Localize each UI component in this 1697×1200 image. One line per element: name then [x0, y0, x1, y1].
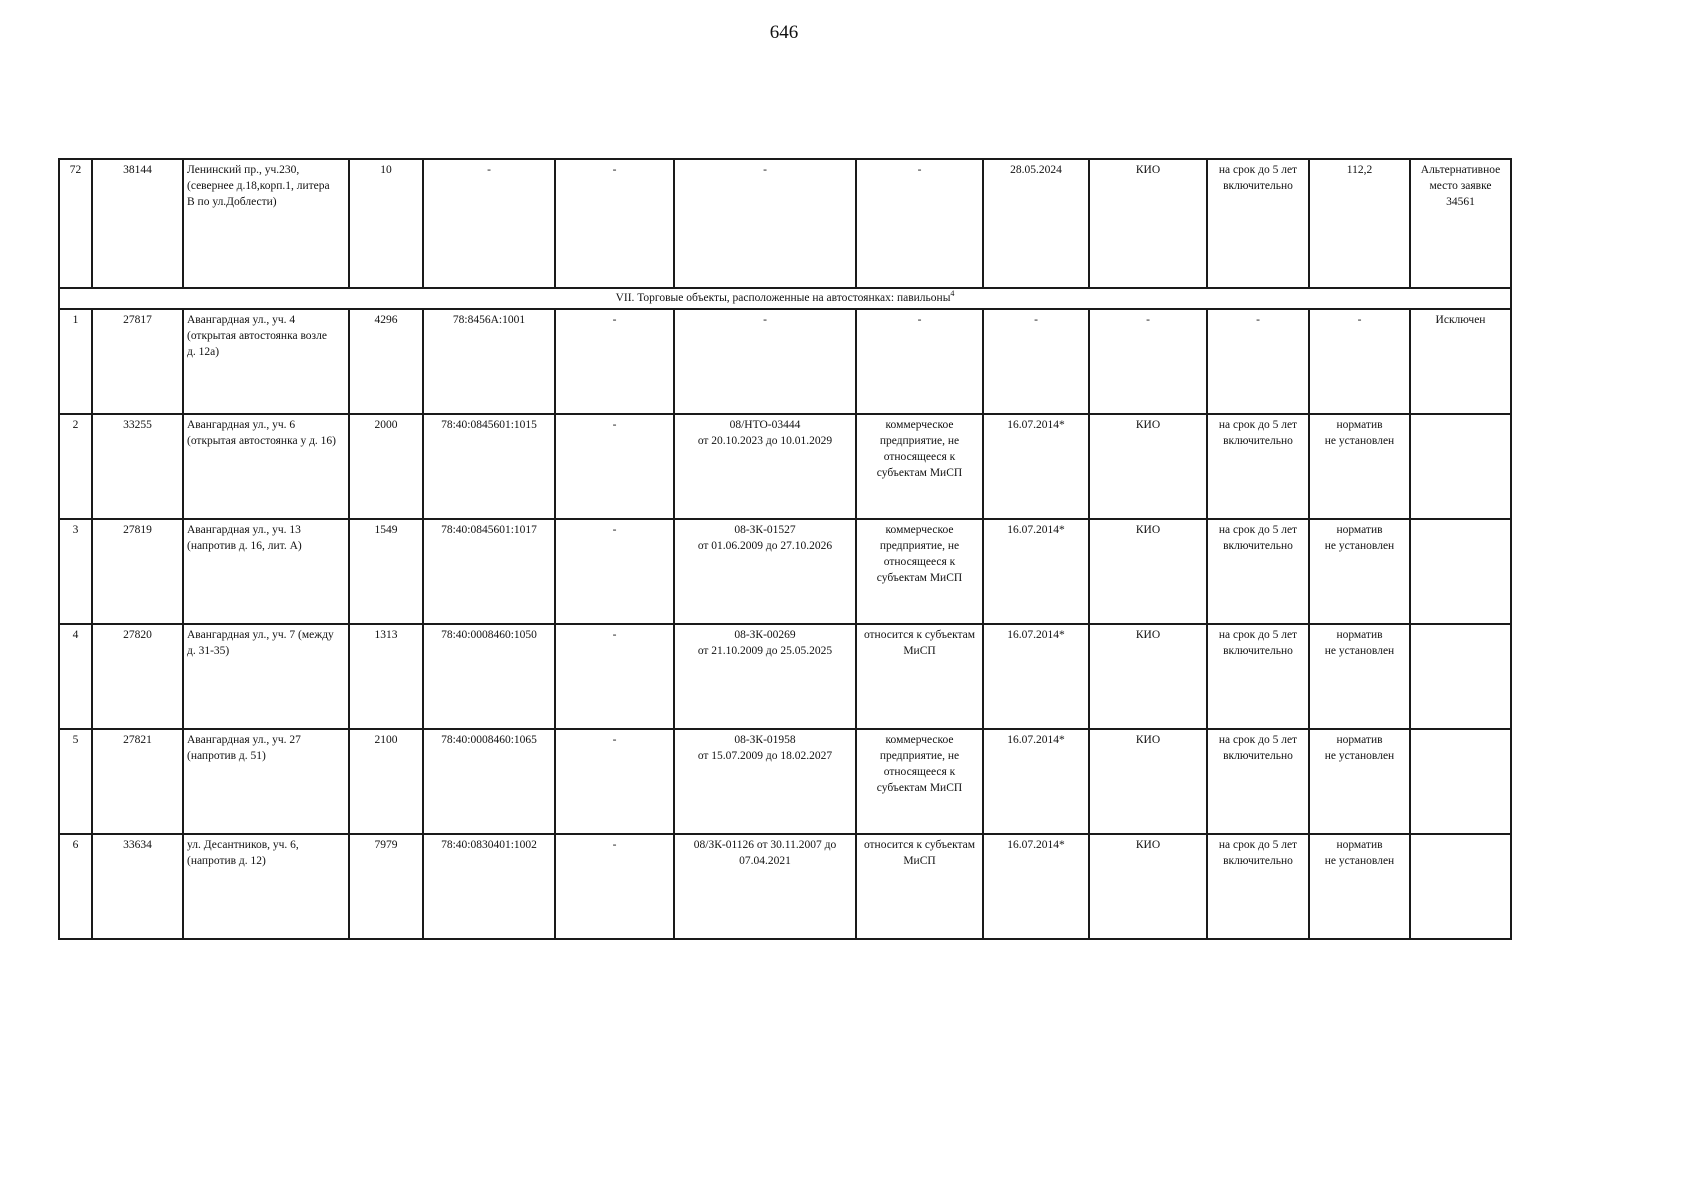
cell-text-line: 112,2 [1346, 164, 1373, 176]
column-6-cell: - [555, 834, 674, 939]
organization-cell: КИО [1089, 414, 1207, 519]
registry-table [58, 158, 1512, 940]
cell-text-line: 08-ЗК-00269 [734, 629, 796, 641]
note-cell [1410, 414, 1511, 519]
contract-cell [674, 309, 856, 414]
cell-text-line: МиСП [903, 645, 936, 657]
cell-text-line: Авангардная ул., уч. 6 [187, 419, 296, 431]
row-number-cell: 6 [59, 834, 92, 939]
section-title-cell [59, 288, 1511, 309]
cell-text-line: (севернее д.18,корп.1, литера [187, 180, 330, 192]
cell-text-line: от 01.06.2009 до 27.10.2026 [697, 540, 833, 552]
cell-text-line: Авангардная ул., уч. 4 [187, 314, 296, 326]
subject-category-cell [856, 624, 983, 729]
table-row [59, 834, 1511, 939]
cell-text-line: 34561 [1446, 196, 1475, 208]
cell-text-line: (открытая автостоянка возле [187, 330, 327, 342]
row-number-cell: 1 [59, 309, 92, 414]
table-row [59, 624, 1511, 729]
cell-text-line: на срок до 5 лет [1218, 524, 1298, 536]
area-cell: 2100 [349, 729, 423, 834]
organization-cell: КИО [1089, 159, 1207, 288]
cell-text-line: Авангардная ул., уч. 13 [187, 524, 301, 536]
organization-cell: КИО [1089, 729, 1207, 834]
cell-text-line: не установлен [1324, 750, 1395, 762]
cell-text-line: В по ул.Доблести) [187, 196, 277, 208]
cell-text-line: от 21.10.2009 до 25.05.2025 [697, 645, 833, 657]
organization-cell: КИО [1089, 519, 1207, 624]
norm-cell [1309, 834, 1410, 939]
cell-text-line: Исключен [1435, 314, 1486, 326]
cell-text-line: от 20.10.2023 до 10.01.2029 [697, 435, 833, 447]
cell-text-line: - [917, 164, 922, 176]
norm-cell [1309, 309, 1410, 414]
cell-text-line: включительно [1223, 180, 1293, 192]
cell-text-line: субъектам МиСП [876, 467, 963, 479]
cell-text-line: относится к субъектам [863, 629, 976, 641]
row-number-cell: 5 [59, 729, 92, 834]
subject-category-cell [856, 159, 983, 288]
norm-cell [1309, 729, 1410, 834]
norm-cell [1309, 519, 1410, 624]
column-6-cell: - [555, 309, 674, 414]
object-id-cell: 27817 [92, 309, 183, 414]
page-number: 646 [769, 22, 799, 43]
cell-text-line: включительно [1223, 645, 1293, 657]
table-row [59, 729, 1511, 834]
note-cell [1410, 159, 1511, 288]
date-cell: 16.07.2014* [983, 729, 1089, 834]
cell-text-line: предприятие, не [879, 540, 960, 552]
column-6-cell: - [555, 729, 674, 834]
cadastral-number-cell: 78:40:0845601:1015 [423, 414, 555, 519]
subject-category-cell [856, 309, 983, 414]
cell-text-line: 08/ЗК-01126 от 30.11.2007 до [693, 839, 837, 851]
cell-text-line: не установлен [1324, 855, 1395, 867]
cell-text-line: субъектам МиСП [876, 572, 963, 584]
term-cell [1207, 834, 1309, 939]
cell-text-line: (напротив д. 12) [187, 855, 266, 867]
term-cell [1207, 729, 1309, 834]
row-number-cell: 3 [59, 519, 92, 624]
organization-cell: КИО [1089, 834, 1207, 939]
date-cell: - [983, 309, 1089, 414]
table-row [59, 309, 1511, 414]
date-cell: 16.07.2014* [983, 624, 1089, 729]
cell-text-line: на срок до 5 лет [1218, 734, 1298, 746]
contract-cell [674, 729, 856, 834]
cell-text-line: на срок до 5 лет [1218, 839, 1298, 851]
table-row [59, 414, 1511, 519]
subject-category-cell [856, 729, 983, 834]
organization-cell: КИО [1089, 624, 1207, 729]
object-id-cell: 33255 [92, 414, 183, 519]
term-cell [1207, 519, 1309, 624]
row-number-cell: 2 [59, 414, 92, 519]
cell-text-line: норматив [1336, 419, 1383, 431]
cell-text-line: относится к субъектам [863, 839, 976, 851]
cell-text-line: субъектам МиСП [876, 782, 963, 794]
cell-text-line: - [763, 314, 767, 326]
area-cell: 1549 [349, 519, 423, 624]
cell-text-line: коммерческое [885, 734, 954, 746]
object-id-cell: 33634 [92, 834, 183, 939]
date-cell: 16.07.2014* [983, 519, 1089, 624]
contract-cell [674, 519, 856, 624]
column-6-cell: - [555, 414, 674, 519]
contract-cell [674, 834, 856, 939]
row-number-cell: 72 [59, 159, 92, 288]
address-cell [183, 519, 349, 624]
area-cell: 2000 [349, 414, 423, 519]
cell-text-line: не установлен [1324, 435, 1395, 447]
cadastral-number-cell: 78:40:0008460:1050 [423, 624, 555, 729]
area-cell: 1313 [349, 624, 423, 729]
cadastral-number-cell: 78:8456А:1001 [423, 309, 555, 414]
cell-text-line: предприятие, не [879, 750, 960, 762]
cell-text-line: норматив [1336, 734, 1383, 746]
cell-text-line: д. 31-35) [187, 645, 230, 657]
cell-text-line: включительно [1223, 540, 1293, 552]
note-cell [1410, 834, 1511, 939]
cell-text-line: предприятие, не [879, 435, 960, 447]
date-cell: 16.07.2014* [983, 414, 1089, 519]
term-cell [1207, 309, 1309, 414]
cadastral-number-cell: 78:40:0830401:1002 [423, 834, 555, 939]
contract-cell [674, 624, 856, 729]
date-cell: 16.07.2014* [983, 834, 1089, 939]
table-row [59, 519, 1511, 624]
section-title: VII. Торговые объекты, расположенные на автостоянках: павильоны [615, 292, 951, 304]
area-cell: 7979 [349, 834, 423, 939]
norm-cell [1309, 159, 1410, 288]
term-cell [1207, 159, 1309, 288]
cell-text-line: норматив [1336, 839, 1383, 851]
cell-text-line: от 15.07.2009 до 18.02.2027 [697, 750, 833, 762]
cadastral-number-cell: - [423, 159, 555, 288]
date-cell: 28.05.2024 [983, 159, 1089, 288]
cell-text-line: Авангардная ул., уч. 7 (между [187, 629, 334, 641]
term-cell [1207, 624, 1309, 729]
note-cell [1410, 729, 1511, 834]
cell-text-line: на срок до 5 лет [1218, 629, 1298, 641]
cell-text-line: - [917, 314, 922, 326]
norm-cell [1309, 624, 1410, 729]
norm-cell [1309, 414, 1410, 519]
object-id-cell: 27821 [92, 729, 183, 834]
cell-text-line: ул. Десантников, уч. 6, [187, 839, 299, 851]
cell-text-line: норматив [1336, 524, 1383, 536]
cell-text-line: не установлен [1324, 540, 1395, 552]
cell-text-line: относящееся к [883, 451, 956, 463]
cell-text-line: относящееся к [883, 766, 956, 778]
cell-text-line: 08/НТО-03444 [729, 419, 801, 431]
cell-text-line: - [763, 164, 767, 176]
column-6-cell: - [555, 519, 674, 624]
cell-text-line: не установлен [1324, 645, 1395, 657]
cell-text-line: на срок до 5 лет [1218, 164, 1298, 176]
cell-text-line: 07.04.2021 [739, 855, 791, 867]
cell-text-line: коммерческое [885, 524, 954, 536]
note-cell [1410, 309, 1511, 414]
object-id-cell: 38144 [92, 159, 183, 288]
subject-category-cell [856, 834, 983, 939]
cadastral-number-cell: 78:40:0845601:1017 [423, 519, 555, 624]
row-number-cell: 4 [59, 624, 92, 729]
term-cell [1207, 414, 1309, 519]
cell-text-line: Ленинский пр., уч.230, [187, 164, 300, 176]
address-cell [183, 624, 349, 729]
cell-text-line: д. 12а) [187, 346, 220, 358]
section-header-row [59, 288, 1511, 309]
cell-text-line: на срок до 5 лет [1218, 419, 1298, 431]
cell-text-line: относящееся к [883, 556, 956, 568]
cell-text-line: Авангардная ул., уч. 27 [187, 734, 301, 746]
cell-text-line: Альтернативное [1420, 164, 1501, 176]
subject-category-cell [856, 519, 983, 624]
contract-cell [674, 159, 856, 288]
subject-category-cell [856, 414, 983, 519]
cell-text-line: коммерческое [885, 419, 954, 431]
address-cell [183, 309, 349, 414]
column-6-cell: - [555, 624, 674, 729]
area-cell: 10 [349, 159, 423, 288]
note-cell [1410, 519, 1511, 624]
cell-text-line: - [1357, 314, 1362, 326]
section-footnote-mark: 4 [950, 289, 955, 299]
cell-text-line: - [1256, 314, 1260, 326]
area-cell: 4296 [349, 309, 423, 414]
address-cell [183, 729, 349, 834]
cell-text-line: включительно [1223, 435, 1293, 447]
cell-text-line: (открытая автостоянка у д. 16) [187, 435, 337, 447]
cell-text-line: МиСП [903, 855, 936, 867]
object-id-cell: 27820 [92, 624, 183, 729]
cell-text-line: место заявке [1429, 180, 1492, 192]
cell-text-line: норматив [1336, 629, 1383, 641]
address-cell [183, 159, 349, 288]
table-row [59, 159, 1511, 288]
organization-cell: - [1089, 309, 1207, 414]
object-id-cell: 27819 [92, 519, 183, 624]
cell-text-line: 08-ЗК-01958 [734, 734, 796, 746]
cell-text-line: (напротив д. 51) [187, 750, 266, 762]
cell-text-line: включительно [1223, 750, 1293, 762]
address-cell [183, 834, 349, 939]
cadastral-number-cell: 78:40:0008460:1065 [423, 729, 555, 834]
cell-text-line: 08-ЗК-01527 [734, 524, 796, 536]
cell-text-line: включительно [1223, 855, 1293, 867]
contract-cell [674, 414, 856, 519]
column-6-cell: - [555, 159, 674, 288]
cell-text-line: (напротив д. 16, лит. А) [187, 540, 302, 552]
note-cell [1410, 624, 1511, 729]
address-cell [183, 414, 349, 519]
registry-table-body [59, 159, 1511, 939]
